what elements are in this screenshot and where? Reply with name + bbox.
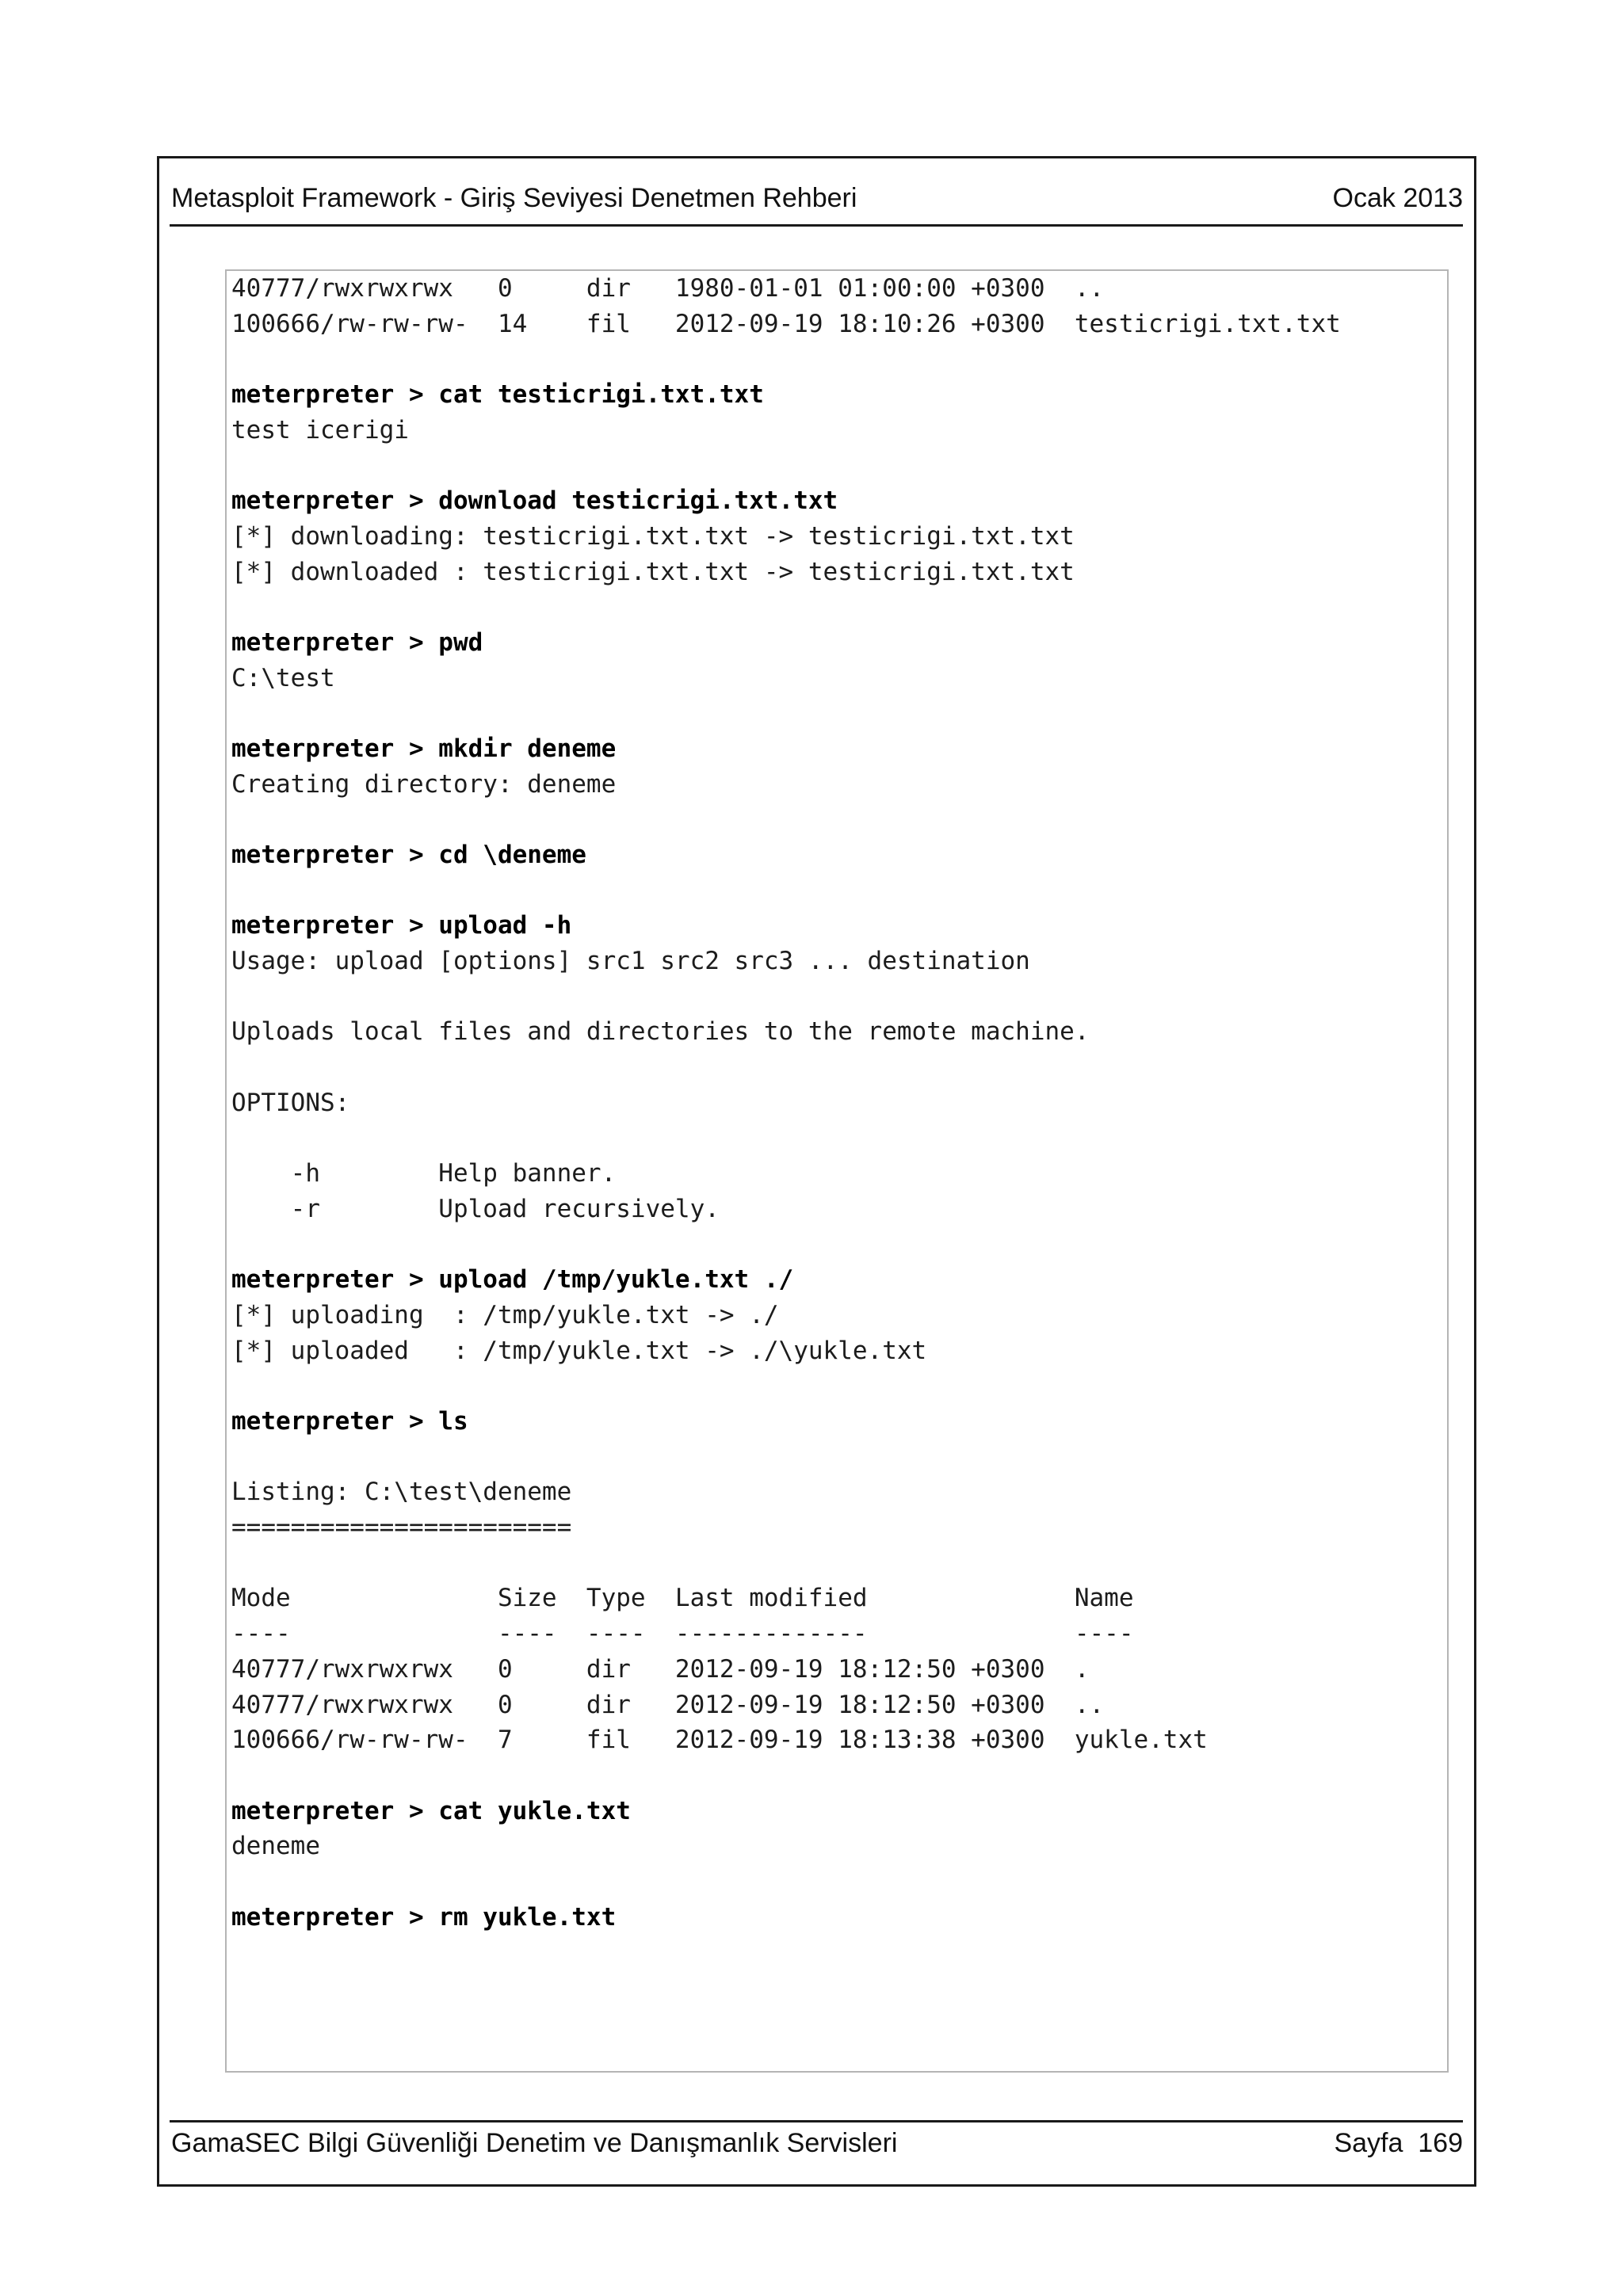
terminal-output-line: [*] uploaded : /tmp/yukle.txt -> ./\yukle.txt	[231, 1336, 927, 1365]
terminal-output-line: Usage: upload [options] src1 src2 src3 ... destination	[231, 947, 1030, 976]
terminal-output-line	[231, 1121, 1341, 1157]
terminal-output-line	[231, 1546, 1341, 1581]
terminal-command-line: meterpreter > upload -h	[231, 911, 572, 940]
terminal-output-line: 40777/rwxrwxrwx 0 dir 2012-09-19 18:12:50 +0300 ..	[231, 1690, 1105, 1719]
terminal-output-line: [*] downloading: testicrigi.txt.txt -> testicrigi.txt.txt	[231, 521, 1075, 551]
terminal-output-line: 40777/rwxrwxrwx 0 dir 2012-09-19 18:12:50 +0300 .	[231, 1654, 1090, 1684]
terminal-output-line	[231, 802, 1341, 837]
terminal-command-line: meterpreter > pwd	[231, 627, 483, 657]
terminal-command-line: meterpreter > download testicrigi.txt.txt	[231, 486, 838, 516]
terminal-output-line	[231, 1758, 1341, 1794]
terminal-output-line	[231, 1864, 1341, 1900]
terminal-output-line: Creating directory: deneme	[231, 769, 617, 799]
terminal-output-line	[231, 979, 1341, 1015]
terminal-output-line: [*] downloaded : testicrigi.txt.txt -> testicrigi.txt.txt	[231, 557, 1075, 586]
terminal-output-line	[231, 696, 1341, 731]
terminal-command-line: meterpreter > upload /tmp/yukle.txt ./	[231, 1265, 794, 1295]
terminal-output-box	[225, 269, 1449, 2073]
terminal-output-line: C:\test	[231, 663, 335, 692]
terminal-output-line: -r Upload recursively.	[231, 1194, 720, 1223]
terminal-command-line: meterpreter > mkdir deneme	[231, 734, 617, 763]
terminal-output-line: 100666/rw-rw-rw- 14 fil 2012-09-19 18:10:26 +0300 testicrigi.txt.txt	[231, 309, 1341, 338]
terminal-output-line: 40777/rwxrwxrwx 0 dir 1980-01-01 01:00:00 +0300 ..	[231, 274, 1105, 303]
terminal-output-line: Uploads local files and directories to the remote machine.	[231, 1017, 1090, 1047]
terminal-output-line	[231, 1368, 1341, 1404]
terminal-output-line: Listing: C:\test\deneme	[231, 1478, 572, 1507]
terminal-output-line	[231, 341, 1341, 377]
terminal-command-line: meterpreter > ls	[231, 1407, 468, 1436]
terminal-command-line: meterpreter > cat yukle.txt	[231, 1796, 631, 1825]
terminal-command-line: meterpreter > cd \deneme	[231, 841, 586, 869]
terminal-output-line: =======================	[231, 1513, 572, 1543]
page-header	[170, 179, 1463, 227]
terminal-command-line: meterpreter > rm yukle.txt	[231, 1902, 617, 1932]
terminal-output-line: Mode Size Type Last modified Name	[231, 1584, 1134, 1613]
terminal-output-line: OPTIONS:	[231, 1088, 350, 1117]
page-number: Sayfa 169	[1334, 2128, 1463, 2158]
terminal-output-line	[231, 1050, 1341, 1085]
terminal-output-line	[231, 448, 1341, 483]
terminal-output-line: test icerigi	[231, 415, 409, 444]
terminal-output-line: ---- ---- ---- ------------- ----	[231, 1619, 1134, 1649]
terminal-output-line: deneme	[231, 1832, 320, 1861]
terminal-output-line: -h Help banner.	[231, 1159, 617, 1188]
document-date: Ocak 2013	[1332, 183, 1463, 213]
company-name: GamaSEC Bilgi Güvenliği Denetim ve Danışmanlık Servisleri	[171, 2128, 898, 2158]
terminal-output-line	[231, 873, 1341, 909]
document-title: Metasploit Framework - Giriş Seviyesi Denetmen Rehberi	[171, 183, 857, 213]
page-footer	[170, 2120, 1463, 2168]
terminal-output-line	[231, 1227, 1341, 1263]
terminal-output-line	[231, 589, 1341, 625]
terminal-lines	[231, 271, 1341, 1935]
terminal-command-line: meterpreter > cat testicrigi.txt.txt	[231, 380, 764, 410]
terminal-output-line: 100666/rw-rw-rw- 7 fil 2012-09-19 18:13:38 +0300 yukle.txt	[231, 1726, 1208, 1755]
terminal-output-line: [*] uploading : /tmp/yukle.txt -> ./	[231, 1300, 779, 1329]
terminal-output-line	[231, 1440, 1341, 1475]
